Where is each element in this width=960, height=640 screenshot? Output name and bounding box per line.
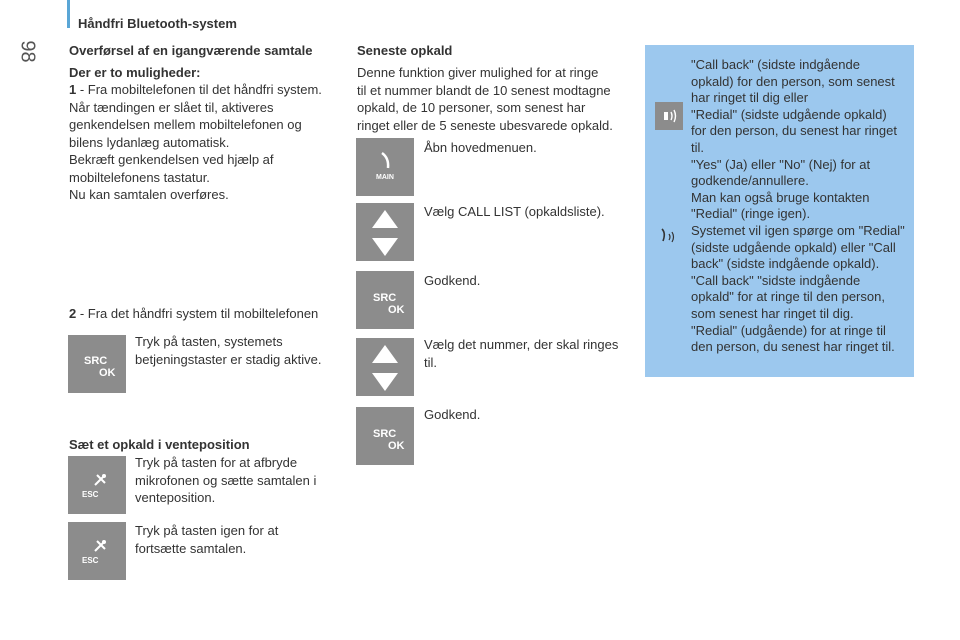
up-down-arrows-icon xyxy=(356,338,414,396)
info-box-text: "Call back" (sidste indgående opkald) for den person, som senest har ringet til dig eller "Redial" (sidste udgående opkald) for den person, du senest har ringet til. "Yes" (Ja) eller "No" (Nej) for at godkende/annullere. Man kan også bruge kontakten "Redial" (ringe igen). Systemet vil igen spørge om "Redial" (sidste udgående opkald) eller "Call back" (sidste indgående opkald). "Call back" "sidste indgående opkald" for at ringe til den person, som senest har ringet til dig. "Redial" (udgående) for at ringe til den person, du senest har ringet til. xyxy=(691,57,905,355)
section-heading-hold: Sæt et opkald i venteposition xyxy=(69,437,250,452)
mute-microphone-icon xyxy=(68,522,126,580)
step-confirm-1: Godkend. xyxy=(424,273,481,288)
main-menu-button: MAIN xyxy=(356,138,414,196)
step-confirm-2: Godkend. xyxy=(424,407,481,422)
step-select-call-list: Vælg CALL LIST (opkaldsliste). xyxy=(424,204,605,219)
header-accent-bar xyxy=(67,0,70,28)
step-open-main-menu: Åbn hovedmenuen. xyxy=(424,140,537,155)
option-1-text: 1 - Fra mobiltelefonen til det håndfri system. Når tændingen er slået til, aktiveres genkendelsen mellem mobiltelefonen og bilens lydanlæg automatisk. Bekræft genkendelsen ved hjælp af mobiltelefonens tastatur. Nu kan samtalen overføres. xyxy=(69,82,322,202)
steering-wheel-voice-control-icon xyxy=(657,225,681,249)
recent-calls-intro: Denne funktion giver mulighed for at ringe til et nummer blandt de 10 senest modtagne opkald, de 10 personer, som senest har ringet eller de 5 seneste ubesvarede opkald. xyxy=(357,65,613,133)
phone-hook-icon xyxy=(356,138,414,196)
up-down-arrow-button xyxy=(356,203,414,261)
esc-button: ESC xyxy=(68,456,126,514)
voice-command-button xyxy=(655,102,683,130)
esc-instruction-2: Tryk på tasten igen for at fortsætte samtalen. xyxy=(135,523,279,556)
src-ok-button: SRC OK xyxy=(356,271,414,329)
esc-button: ESC xyxy=(68,522,126,580)
page-header-title: Håndfri Bluetooth-system xyxy=(78,16,237,31)
up-down-arrow-button xyxy=(356,338,414,396)
src-ok-instruction: Tryk på tasten, systemets betjeningstaster er stadig aktive. xyxy=(135,334,322,367)
option-2-text: 2 - Fra det håndfri system til mobiltelefonen xyxy=(69,306,319,321)
page-number: 98 xyxy=(16,40,39,63)
up-down-arrows-icon xyxy=(356,203,414,261)
voice-icon xyxy=(655,102,683,130)
option-1-number: 1 xyxy=(69,82,77,97)
src-ok-button: SRC OK xyxy=(68,335,126,393)
options-subheading: Der er to muligheder: xyxy=(69,65,201,80)
option-2-number: 2 xyxy=(69,306,77,321)
section-heading-transfer: Overførsel af en igangværende samtale xyxy=(69,43,313,58)
src-ok-button: SRC OK xyxy=(356,407,414,465)
mute-microphone-icon xyxy=(68,456,126,514)
step-select-number: Vælg det nummer, der skal ringes til. xyxy=(424,337,619,370)
section-heading-recent-calls: Seneste opkald xyxy=(357,43,453,58)
esc-instruction-1: Tryk på tasten for at afbryde mikrofonen og sætte samtalen i venteposition. xyxy=(135,455,317,505)
